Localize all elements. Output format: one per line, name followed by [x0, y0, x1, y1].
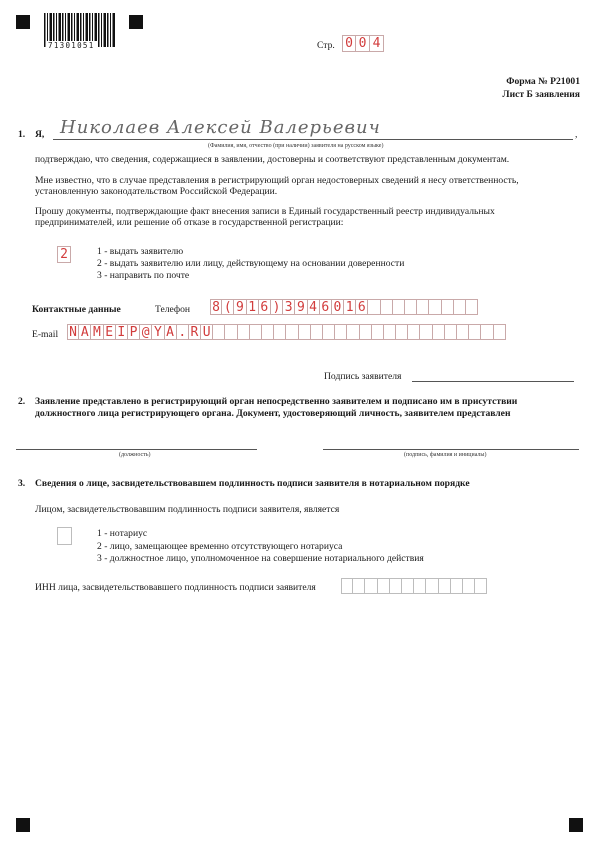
- section-2-number: 2.: [18, 396, 26, 407]
- email-cell[interactable]: [396, 324, 408, 340]
- email-cell[interactable]: I: [116, 324, 128, 340]
- caption-position: (должность): [119, 452, 151, 458]
- phone-cell[interactable]: 9: [295, 299, 307, 315]
- signature-line[interactable]: [412, 381, 574, 382]
- signature-label: Подпись заявителя: [324, 371, 402, 382]
- email-cell[interactable]: Y: [152, 324, 164, 340]
- paragraph-responsibility-1: Мне известно, что в случае представления в регистрирующий орган недостоверных сведений я несу ответственность,: [35, 175, 519, 186]
- section-1-number: 1.: [18, 129, 26, 140]
- phone-cell[interactable]: 4: [308, 299, 320, 315]
- section-3-number: 3.: [18, 478, 26, 489]
- name-underline: [53, 139, 573, 140]
- email-cell[interactable]: [299, 324, 311, 340]
- email-cell[interactable]: [347, 324, 359, 340]
- email-cell[interactable]: M: [91, 324, 103, 340]
- email-cell[interactable]: [274, 324, 286, 340]
- applicant-name-handwritten[interactable]: Николаев Алексей Валерьевич: [60, 117, 381, 138]
- phone-cell[interactable]: [368, 299, 380, 315]
- phone-cell[interactable]: 6: [259, 299, 271, 315]
- phone-cells: [210, 299, 478, 315]
- phone-cell[interactable]: 1: [344, 299, 356, 315]
- phone-cell[interactable]: [429, 299, 441, 315]
- section-2-text-2: должностного лица регистрирующего органа. Документ, удостоверяющий личность, заявителем представлен: [35, 408, 511, 419]
- email-cell[interactable]: .: [177, 324, 189, 340]
- corner-marker-top-right: [129, 15, 143, 29]
- email-cell[interactable]: [494, 324, 506, 340]
- email-cell[interactable]: [372, 324, 384, 340]
- page-number-cells: [342, 35, 384, 52]
- email-cell[interactable]: [445, 324, 457, 340]
- inn-cell[interactable]: [463, 578, 475, 594]
- page-digit[interactable]: 4: [370, 35, 384, 52]
- phone-cell[interactable]: [454, 299, 466, 315]
- delivery-choice-cell[interactable]: 2: [57, 246, 71, 263]
- caption-signature: (подпись, фамилия и инициалы): [404, 452, 487, 458]
- email-cell[interactable]: [250, 324, 262, 340]
- inn-cell[interactable]: [426, 578, 438, 594]
- paragraph-request-2: предпринимателей, или решение об отказе в государственной регистрации:: [35, 217, 344, 228]
- contact-label: Контактные данные: [32, 304, 121, 315]
- email-cell[interactable]: @: [140, 324, 152, 340]
- inn-cell[interactable]: [365, 578, 377, 594]
- delivery-choice-box: [57, 246, 71, 263]
- email-cell[interactable]: [408, 324, 420, 340]
- inn-cell[interactable]: [353, 578, 365, 594]
- inn-cell[interactable]: [439, 578, 451, 594]
- paragraph-request-1: Прошу документы, подтверждающие факт внесения записи в Единый государственный реестр индивидуальных: [35, 206, 495, 217]
- page-label: Стр.: [317, 40, 335, 51]
- section-1-pronoun: Я,: [35, 129, 45, 140]
- notary-intro: Лицом, засвидетельствовавшим подлинность подписи заявителя, является: [35, 504, 340, 515]
- paragraph-confirmation: подтверждаю, что сведения, содержащиеся в заявлении, достоверны и соответствуют представленным документам.: [35, 154, 510, 165]
- phone-cell[interactable]: 3: [283, 299, 295, 315]
- name-trailing-comma: ,: [575, 129, 578, 140]
- email-cell[interactable]: [433, 324, 445, 340]
- inn-cell[interactable]: [414, 578, 426, 594]
- email-cell[interactable]: [384, 324, 396, 340]
- inn-cell[interactable]: [451, 578, 463, 594]
- email-cell[interactable]: [286, 324, 298, 340]
- email-cell[interactable]: [323, 324, 335, 340]
- corner-marker-bottom-right: [569, 818, 583, 832]
- inn-cell[interactable]: [378, 578, 390, 594]
- phone-cell[interactable]: [405, 299, 417, 315]
- email-cell[interactable]: N: [67, 324, 79, 340]
- phone-label: Телефон: [155, 304, 191, 315]
- email-cell[interactable]: [262, 324, 274, 340]
- email-cell[interactable]: [238, 324, 250, 340]
- notary-option-3: 3 - должностное лицо, уполномоченное на совершение нотариального действия: [97, 553, 424, 564]
- section-2-text-1: Заявление представлено в регистрирующий орган непосредственно заявителем и подписано им в присутствии: [35, 396, 518, 407]
- name-caption: (Фамилия, имя, отчество (при наличии) заявителя на русском языке): [208, 143, 384, 149]
- email-cell[interactable]: A: [165, 324, 177, 340]
- notary-choice-box: [57, 527, 72, 545]
- email-label: E-mail: [32, 329, 59, 340]
- page-digit[interactable]: 0: [342, 35, 356, 52]
- inn-label: ИНН лица, засвидетельствовавшего подлинность подписи заявителя: [35, 582, 316, 593]
- email-cell[interactable]: [335, 324, 347, 340]
- email-cell[interactable]: [420, 324, 432, 340]
- email-cell[interactable]: [481, 324, 493, 340]
- barcode-number: 71301051: [48, 41, 95, 50]
- email-cell[interactable]: [213, 324, 225, 340]
- inn-cell[interactable]: [341, 578, 353, 594]
- corner-marker-bottom-left: [16, 818, 30, 832]
- email-cell[interactable]: [225, 324, 237, 340]
- delivery-option-3: 3 - направить по почте: [97, 270, 190, 281]
- corner-marker-top-left: [16, 15, 30, 29]
- email-cell[interactable]: R: [189, 324, 201, 340]
- phone-cell[interactable]: 0: [332, 299, 344, 315]
- phone-cell[interactable]: [381, 299, 393, 315]
- phone-cell[interactable]: 9: [234, 299, 246, 315]
- phone-cell[interactable]: [393, 299, 405, 315]
- position-line[interactable]: [16, 449, 257, 450]
- page-digit[interactable]: 0: [356, 35, 370, 52]
- email-cell[interactable]: [457, 324, 469, 340]
- phone-cell[interactable]: [466, 299, 478, 315]
- official-signature-line[interactable]: [323, 449, 579, 450]
- email-cells: [67, 324, 506, 340]
- section-3-title: Сведения о лице, засвидетельствовавшем подлинность подписи заявителя в нотариальном порядке: [35, 478, 470, 489]
- email-cell[interactable]: P: [128, 324, 140, 340]
- email-cell[interactable]: A: [79, 324, 91, 340]
- sheet-title: Лист Б заявления: [502, 89, 580, 100]
- delivery-option-1: 1 - выдать заявителю: [97, 246, 184, 257]
- email-cell[interactable]: E: [104, 324, 116, 340]
- notary-option-2: 2 - лицо, замещающее временно отсутствующего нотариуса: [97, 541, 343, 552]
- email-cell[interactable]: [360, 324, 372, 340]
- inn-cells: [341, 578, 487, 594]
- notary-choice-cell[interactable]: [57, 527, 72, 545]
- email-cell[interactable]: U: [201, 324, 213, 340]
- inn-cell[interactable]: [475, 578, 487, 594]
- paragraph-responsibility-2: установленную законодательством Российской Федерации.: [35, 186, 278, 197]
- inn-cell[interactable]: [390, 578, 402, 594]
- phone-cell[interactable]: 1: [247, 299, 259, 315]
- form-number: Форма № Р21001: [506, 76, 580, 87]
- phone-cell[interactable]: 6: [356, 299, 368, 315]
- phone-cell[interactable]: 8: [210, 299, 222, 315]
- delivery-option-2: 2 - выдать заявителю или лицу, действующему на основании доверенности: [97, 258, 405, 269]
- phone-cell[interactable]: [417, 299, 429, 315]
- email-cell[interactable]: [469, 324, 481, 340]
- email-cell[interactable]: [311, 324, 323, 340]
- phone-cell[interactable]: [442, 299, 454, 315]
- phone-cell[interactable]: ): [271, 299, 283, 315]
- phone-cell[interactable]: (: [222, 299, 234, 315]
- inn-cell[interactable]: [402, 578, 414, 594]
- phone-cell[interactable]: 6: [320, 299, 332, 315]
- notary-option-1: 1 - нотариус: [97, 528, 148, 539]
